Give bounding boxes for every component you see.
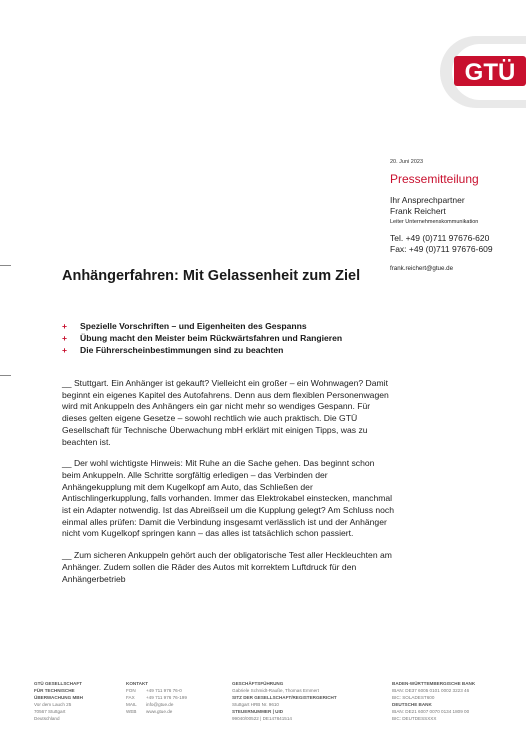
- bullet-list: [62, 320, 462, 356]
- bullet-item: + Übung macht den Meister beim Rückwärtsfahren und Rangieren: [62, 333, 343, 343]
- contact-name: Frank Reichert: [390, 206, 446, 216]
- footer-phone[interactable]: +49 711 976 76-0: [146, 688, 182, 693]
- footer-contact: KONTAKT FON +49 711 976 76-0 FAX +49 711 976 76-199 MAIL info@gtue.de WEB www.gtue.de: [126, 681, 187, 714]
- plus-icon: +: [62, 345, 68, 355]
- plus-icon: +: [62, 321, 68, 331]
- contact-email[interactable]: frank.reichert@gtue.de: [390, 265, 454, 272]
- svg-text:GTÜ: GTÜ: [464, 59, 516, 86]
- paragraph: __ Stuttgart. Ein Anhänger ist gekauft? Vielleicht ein großer – ein Wohnwagen? Damit beginnt ein eigenes Kapitel des Autofahrens. Denn aus dem flexiblen Personenwagen wird mit Ankuppeln des Anhängers ein gar nicht mehr so wendiges Gespann. Für dieses gelten eigene Gesetze – sowohl rechtlich wie auch praktisch. Die GTÜ Gesellschaft für Technische Überwachung mbH erklärt mit einigen Tipps, was zu beachten ist.: [62, 378, 389, 447]
- footer-banks: BADEN-WÜRTTEMBERGISCHE BANK IBAN: DE37 6005 0101 0002 3223 46 BIC: SOLADEST600 DEUTSCHE BANK IBAN: DE21 6007 0070 0134 1809 00 BIC: DEUTDESSXXX: [392, 681, 476, 721]
- footer: [34, 680, 504, 740]
- gtue-logo: [436, 36, 526, 108]
- headline: Anhängerfahren: Mit Gelassenheit zum Ziel: [62, 268, 361, 284]
- contact-label: Ihr Ansprechpartner: [390, 195, 465, 205]
- fold-mark-top: [0, 265, 11, 266]
- footer-web-link[interactable]: www.gtue.de: [146, 709, 173, 714]
- bullet-item: + Die Führerscheinbestimmungen sind zu beachten: [62, 345, 284, 355]
- bullet-item: + Spezielle Vorschriften – und Eigenheiten des Gespanns: [62, 321, 307, 331]
- contact-tel: Tel. +49 (0)711 97676-620: [390, 233, 490, 243]
- contact-fax: Fax: +49 (0)711 97676-609: [390, 244, 493, 254]
- footer-email[interactable]: info@gtue.de: [146, 702, 174, 707]
- body-text: [62, 378, 394, 595]
- footer-company: GTÜ GESELLSCHAFT FÜR TECHNISCHE ÜBERWACHUNG MBH Vor dem Lauch 25 70567 Stuttgart Deutschland: [34, 681, 83, 721]
- fold-mark-bottom: [0, 375, 11, 376]
- footer-management: GESCHÄFTSFÜHRUNG Gabriele Schmidt-Rauße, Thomas Emmert SITZ DER GESELLSCHAFT/REGISTERGERICHT Stuttgart HRB Nr. 9610 STEUERNUMMER | UID 99040/00522 | DE147841514: [232, 681, 337, 721]
- date: 20. Juni 2023: [390, 159, 424, 165]
- plus-icon: +: [62, 333, 68, 343]
- contact-block: [390, 195, 493, 274]
- press-release-label: Pressemitteilung: [390, 172, 479, 186]
- contact-role: Leiter Unternehmenskommunikation: [390, 219, 479, 225]
- paragraph: __ Der wohl wichtigste Hinweis: Mit Ruhe an die Sache gehen. Das beginnt schon beim Ankuppeln. Alle Schritte sorgfältig erledigen – das Verbinden der Anhängekupplung mit dem Kugelkopf am Auto, das Schließen der Antischlingerkupplung, falls vorhanden. Immer das Elektrokabel einstecken, manchmal ist ein Adapter notwendig. Ist das Abreißseil um die Kupplung gelegt? Am Schluss noch einmal alles prüfen: Damit die Verbindung insgesamt verlässlich ist und der Anhänger nicht vom Kugelkopf springen kann – das alles ist tatsächlich schon passiert.: [62, 458, 395, 539]
- paragraph: __ Zum sicheren Ankuppeln gehört auch der obligatorische Test aller Heckleuchten am Anhänger. Zudem sollen die Räder des Autos mit korrektem Luftdruck für den Anhängerbetrieb: [62, 550, 392, 584]
